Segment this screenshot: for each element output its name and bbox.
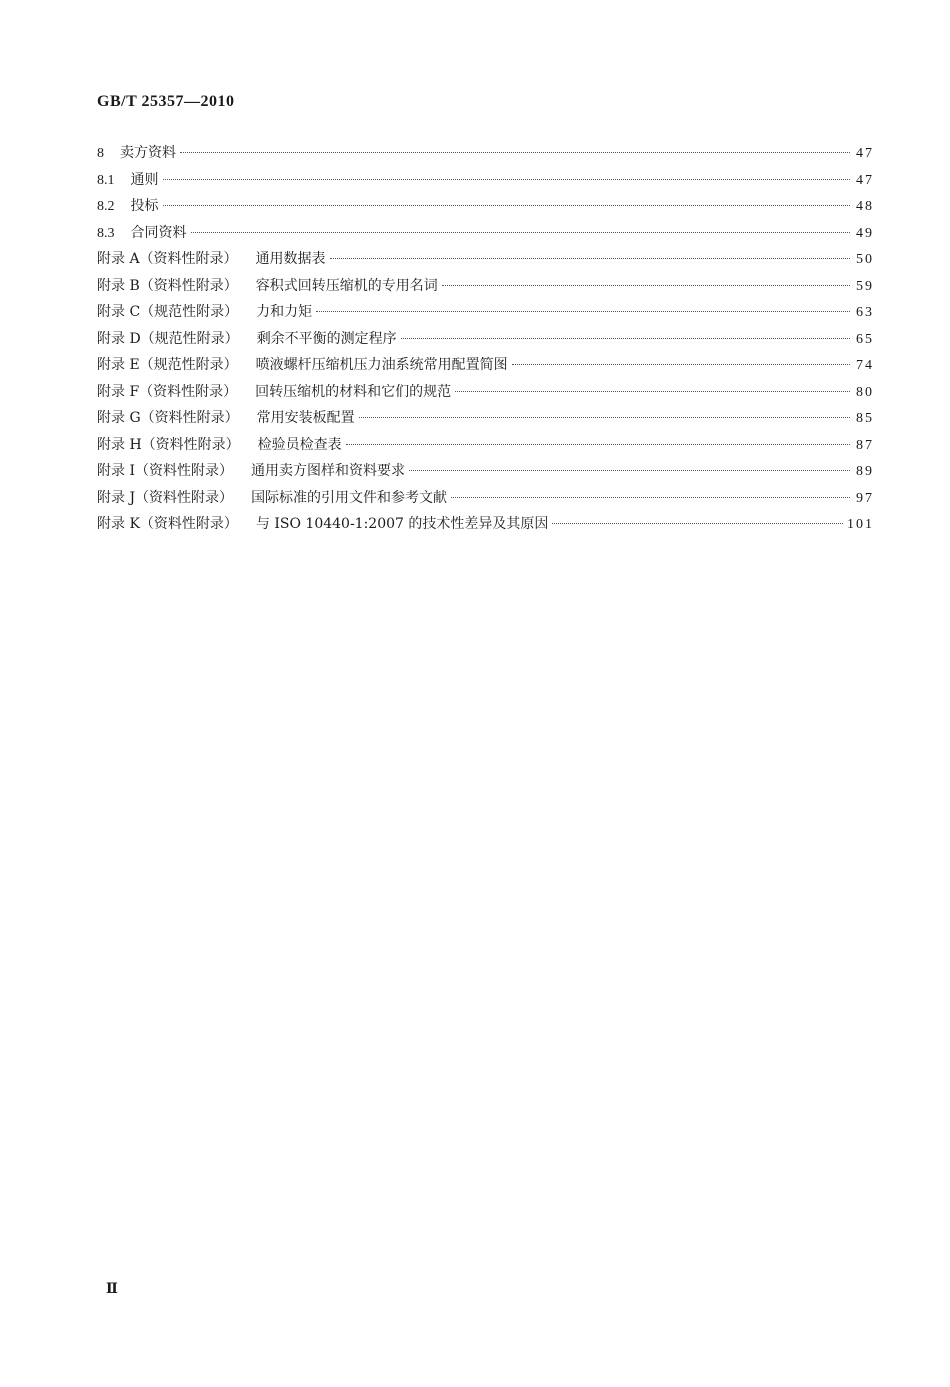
toc-entry[interactable] — [97, 485, 874, 512]
dot-leader — [552, 523, 843, 524]
toc-entry-title: 国际标准的引用文件和参考文献 — [251, 489, 448, 506]
document-number: GB/T 25357—2010 — [97, 93, 235, 110]
toc-appendix-label: 附录 F（资料性附录） — [97, 383, 238, 400]
toc-entry-title: 合同资料 — [130, 224, 187, 241]
toc-entry[interactable] — [97, 326, 874, 353]
toc-entry-title: 卖方资料 — [120, 145, 176, 161]
toc-entry-title: 通用数据表 — [255, 251, 326, 267]
toc-appendix-label: 附录 D（规范性附录） — [97, 330, 239, 347]
toc-entry-label — [97, 458, 405, 485]
dot-leader — [512, 364, 850, 365]
toc-page-number: 80 — [856, 384, 874, 400]
toc-entry[interactable] — [97, 432, 874, 459]
toc-page-number: 74 — [856, 358, 874, 373]
toc-entry[interactable] — [97, 458, 874, 485]
toc-appendix-label: 附录 H（资料性附录） — [97, 436, 240, 453]
toc-entry-label — [97, 326, 397, 353]
dot-leader — [163, 205, 851, 206]
toc-appendix-label: 附录 I（资料性附录） — [97, 463, 233, 479]
dot-leader — [455, 391, 850, 392]
toc-appendix-label: 附录 B（资料性附录） — [97, 277, 238, 294]
toc-entry-label — [97, 405, 355, 432]
toc-page-number: 59 — [856, 278, 874, 294]
toc-entry[interactable] — [97, 405, 874, 432]
dot-leader — [401, 338, 850, 339]
toc-entry-title: 通则 — [130, 171, 159, 188]
toc-entry-title: 投标 — [130, 198, 159, 214]
toc-entry[interactable] — [97, 511, 874, 538]
dot-leader — [409, 470, 850, 471]
dot-leader — [163, 179, 851, 180]
toc-entry-label — [97, 193, 159, 221]
dot-leader — [359, 417, 850, 418]
toc-entry-title: 回转压缩机的材料和它们的规范 — [255, 383, 452, 400]
toc-entry-label — [97, 379, 451, 406]
toc-entry-title: 检验员检查表 — [257, 436, 342, 453]
toc-entry-label — [97, 140, 176, 168]
toc-entry-label — [97, 299, 312, 326]
toc-page-number: 50 — [856, 252, 874, 267]
toc-entry[interactable] — [97, 273, 874, 300]
toc-page-number: 63 — [856, 305, 874, 320]
toc-entry-title: 通用卖方图样和资料要求 — [250, 463, 405, 479]
toc-page-number: 87 — [856, 437, 874, 453]
toc-appendix-label: 附录 A（资料性附录） — [97, 251, 238, 267]
toc-appendix-label: 附录 G（资料性附录） — [97, 410, 239, 426]
toc-page-number: 65 — [856, 331, 874, 347]
toc-entry-label — [97, 246, 326, 273]
toc-entry[interactable] — [97, 220, 874, 247]
dot-leader — [330, 258, 850, 259]
toc-entry[interactable] — [97, 299, 874, 326]
toc-page-number: 97 — [856, 490, 874, 506]
toc-entry-title: 剩余不平衡的测定程序 — [256, 330, 397, 347]
dot-leader — [451, 497, 850, 498]
toc-entry-title: 力和力矩 — [256, 304, 313, 320]
toc-appendix-label: 附录 E（规范性附录） — [97, 357, 238, 373]
table-of-contents — [97, 140, 874, 538]
toc-entry[interactable] — [97, 379, 874, 406]
dot-leader — [180, 152, 850, 153]
toc-entry-label — [97, 432, 342, 459]
toc-page-number: 47 — [856, 146, 874, 161]
toc-section-number: 8.2 — [97, 199, 115, 214]
toc-page-number: 89 — [856, 464, 874, 479]
toc-section-number: 8.1 — [97, 172, 115, 188]
toc-section-number: 8 — [97, 146, 104, 161]
toc-page-number: 101 — [847, 517, 874, 532]
dot-leader — [442, 285, 850, 286]
toc-entry[interactable] — [97, 167, 874, 194]
dot-leader — [316, 311, 850, 312]
toc-page-number: 47 — [856, 172, 874, 188]
toc-appendix-label: 附录 K（资料性附录） — [97, 516, 238, 532]
toc-entry-title: 喷液螺杆压缩机压力油系统常用配置简图 — [255, 357, 508, 373]
toc-appendix-label: 附录 C（规范性附录） — [97, 304, 239, 320]
toc-entry-title: 常用安装板配置 — [256, 410, 355, 426]
toc-section-number: 8.3 — [97, 225, 115, 241]
toc-page-number: 48 — [856, 199, 874, 214]
toc-entry-title: 容积式回转压缩机的专用名词 — [255, 277, 438, 294]
dot-leader — [346, 444, 850, 445]
dot-leader — [191, 232, 851, 233]
toc-entry-label — [97, 352, 508, 379]
toc-appendix-label: 附录 J（资料性附录） — [97, 489, 234, 506]
toc-entry-label — [97, 273, 438, 300]
toc-page-number: 49 — [856, 225, 874, 241]
page-number: Ⅱ — [106, 1282, 118, 1297]
toc-entry-label — [97, 220, 187, 248]
toc-entry-title: 与 ISO 10440-1:2007 的技术性差异及其原因 — [255, 516, 549, 532]
toc-page-number: 85 — [856, 411, 874, 426]
toc-entry[interactable] — [97, 246, 874, 273]
toc-entry[interactable] — [97, 193, 874, 220]
toc-entry-label — [97, 485, 447, 512]
toc-entry[interactable] — [97, 140, 874, 167]
toc-entry-label — [97, 511, 548, 538]
toc-entry-label — [97, 167, 159, 195]
toc-entry[interactable] — [97, 352, 874, 379]
